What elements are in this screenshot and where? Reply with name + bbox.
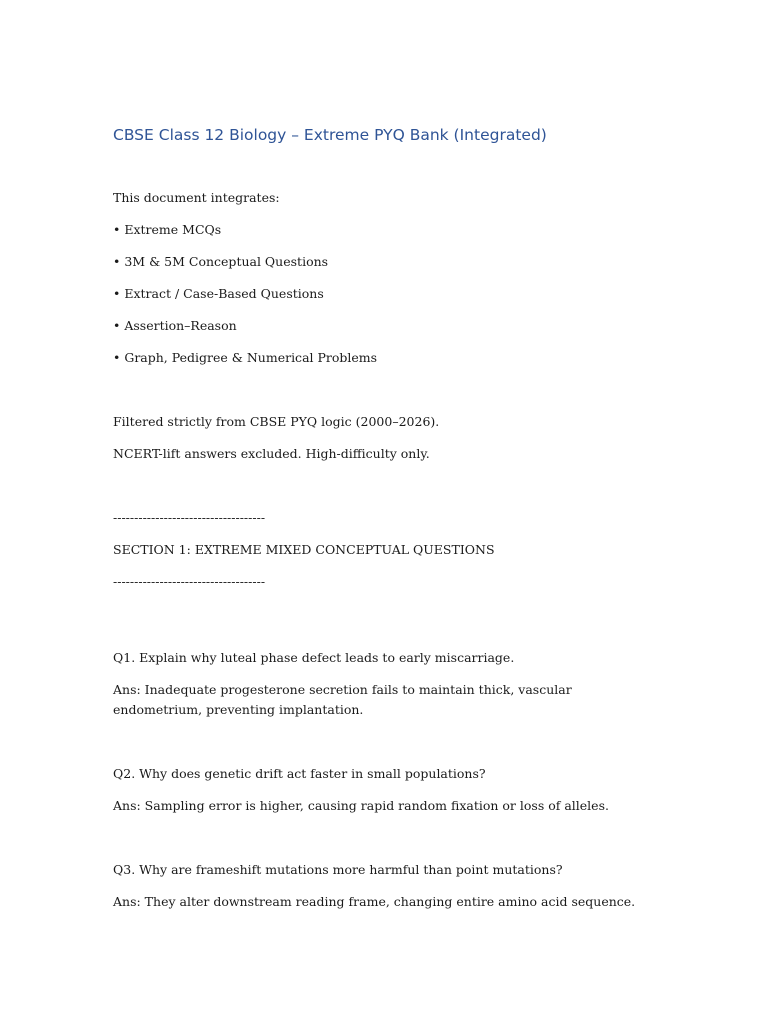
section-title: SECTION 1: EXTREME MIXED CONCEPTUAL QUESTIONS xyxy=(113,542,495,557)
bullet-item: • 3M & 5M Conceptual Questions xyxy=(113,254,329,269)
question-text: Q3. Why are frameshift mutations more harmful than point mutations? xyxy=(113,862,563,877)
bullet-item: • Extract / Case-Based Questions xyxy=(113,286,324,301)
question-text: Q2. Why does genetic drift act faster in small populations? xyxy=(113,766,486,781)
filter-note: Filtered strictly from CBSE PYQ logic (2000–2026). xyxy=(113,414,440,429)
answer-text: Ans: They alter downstream reading frame, changing entire amino acid sequence. xyxy=(113,894,636,909)
document-title: CBSE Class 12 Biology – Extreme PYQ Bank (Integrated) xyxy=(113,126,547,144)
exclusion-note: NCERT-lift answers excluded. High-difficulty only. xyxy=(113,446,430,461)
answer-text: Ans: Inadequate progesterone secretion fails to maintain thick, vascular endometrium, preventing implantation. xyxy=(113,682,572,717)
question-text: Q1. Explain why luteal phase defect leads to early miscarriage. xyxy=(113,650,515,665)
spacer xyxy=(113,380,643,412)
answer-text: Ans: Sampling error is higher, causing rapid random fixation or loss of alleles. xyxy=(113,798,609,813)
bullet-item: • Graph, Pedigree & Numerical Problems xyxy=(113,350,378,365)
spacer xyxy=(113,476,643,508)
bullet-item: • Extreme MCQs xyxy=(113,222,222,237)
spacer xyxy=(113,732,643,764)
intro-text: This document integrates: xyxy=(113,190,280,205)
spacer xyxy=(113,828,643,860)
bullet-item: • Assertion–Reason xyxy=(113,318,237,333)
divider-line: ------------------------------------ xyxy=(113,510,266,525)
spacer xyxy=(113,604,643,648)
document-body xyxy=(113,124,643,924)
divider-line: ------------------------------------ xyxy=(113,574,266,589)
